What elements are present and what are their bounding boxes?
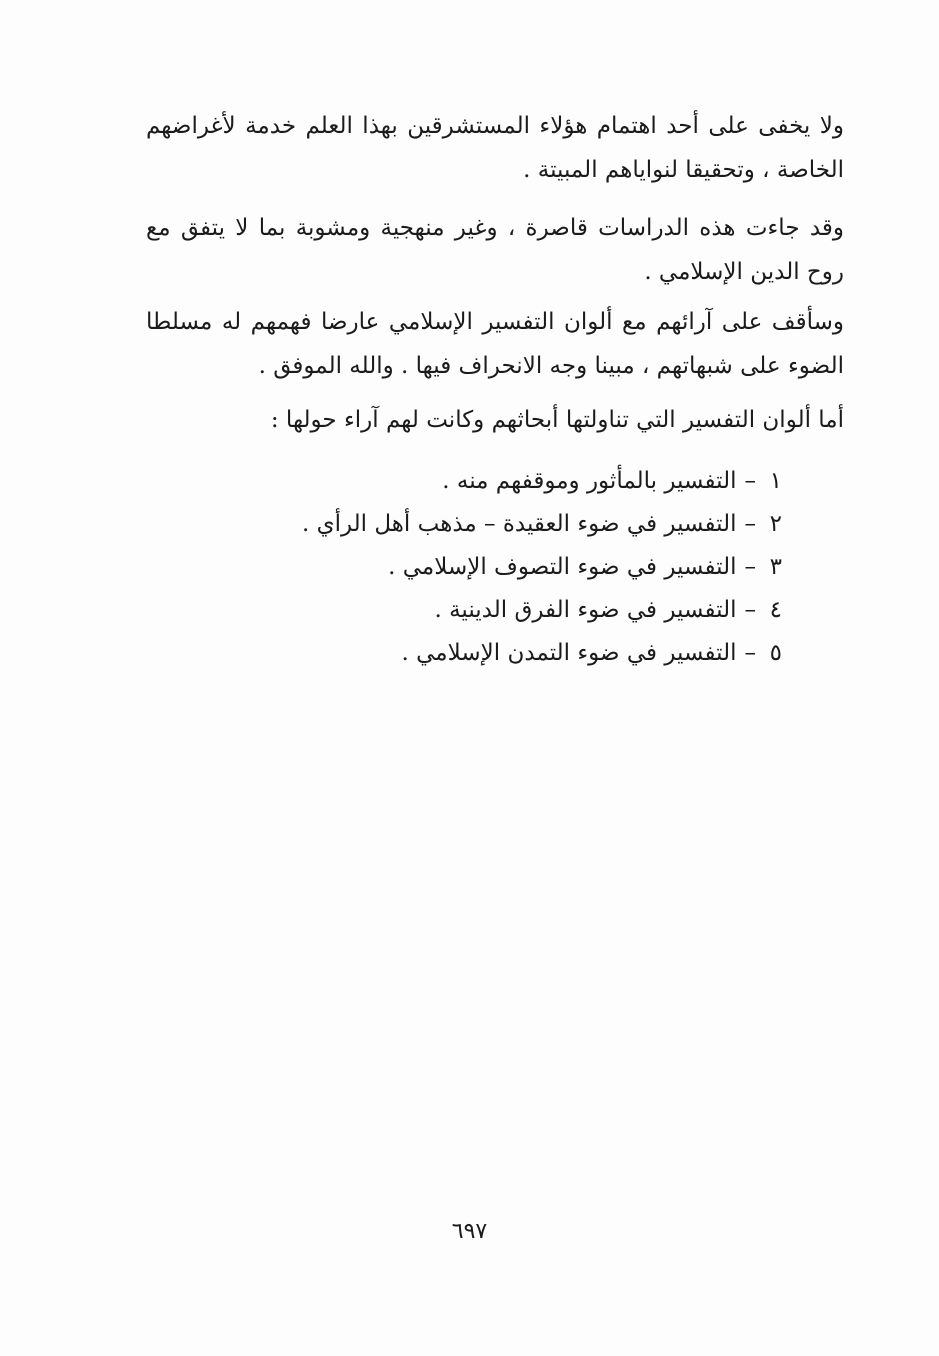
list-item-dash: –: [744, 640, 756, 666]
list-item-number: ٢: [769, 511, 782, 537]
list-item-number: ١: [769, 468, 782, 494]
list-item-text: التفسير في ضوء العقيدة – مذهب أهل الرأي .: [301, 511, 737, 537]
list-item-dash: –: [744, 511, 756, 537]
list-item-dash: –: [744, 554, 756, 580]
page-number: ٦٩٧: [451, 1219, 488, 1244]
paragraph-3: وسأقف على آرائهم مع ألوان التفسير الإسلامي عارضا فهمهم له مسلطا الضوء على شبهاتهم ، مبينا وجه الانحراف فيها . والله الموفق .: [146, 309, 844, 379]
paragraph-4: أما ألوان التفسير التي تناولتها أبحاثهم وكانت لهم آراء حولها :: [270, 407, 844, 433]
list-item-text: التفسير في ضوء الفرق الدينية .: [434, 597, 737, 623]
list-item: [146, 589, 844, 632]
list-item-dash: –: [744, 597, 756, 623]
list-item-number: ٤: [769, 597, 782, 623]
list-item-number: ٥: [769, 640, 782, 666]
paragraph-2: وقد جاءت هذه الدراسات قاصرة ، وغير منهجية ومشوبة بما لا يتفق مع روح الدين الإسلامي .: [146, 215, 844, 285]
list-item: [146, 632, 844, 675]
list-item-text: التفسير في ضوء التمدن الإسلامي .: [401, 640, 737, 666]
list-item: [146, 460, 844, 503]
paragraph-1: ولا يخفى على أحد اهتمام هؤلاء المستشرقين بهذا العلم خدمة لأغراضهم الخاصة ، وتحقيقا لنواياهم المبيتة .: [146, 113, 844, 183]
list-item-dash: –: [744, 468, 756, 494]
list-item: [146, 546, 844, 589]
list-item-text: التفسير في ضوء التصوف الإسلامي .: [388, 554, 737, 580]
list-item-number: ٣: [769, 554, 782, 580]
list-item: [146, 503, 844, 546]
tafsir-types-list: [146, 460, 844, 675]
list-item-text: التفسير بالمأثور وموقفهم منه .: [442, 468, 737, 494]
